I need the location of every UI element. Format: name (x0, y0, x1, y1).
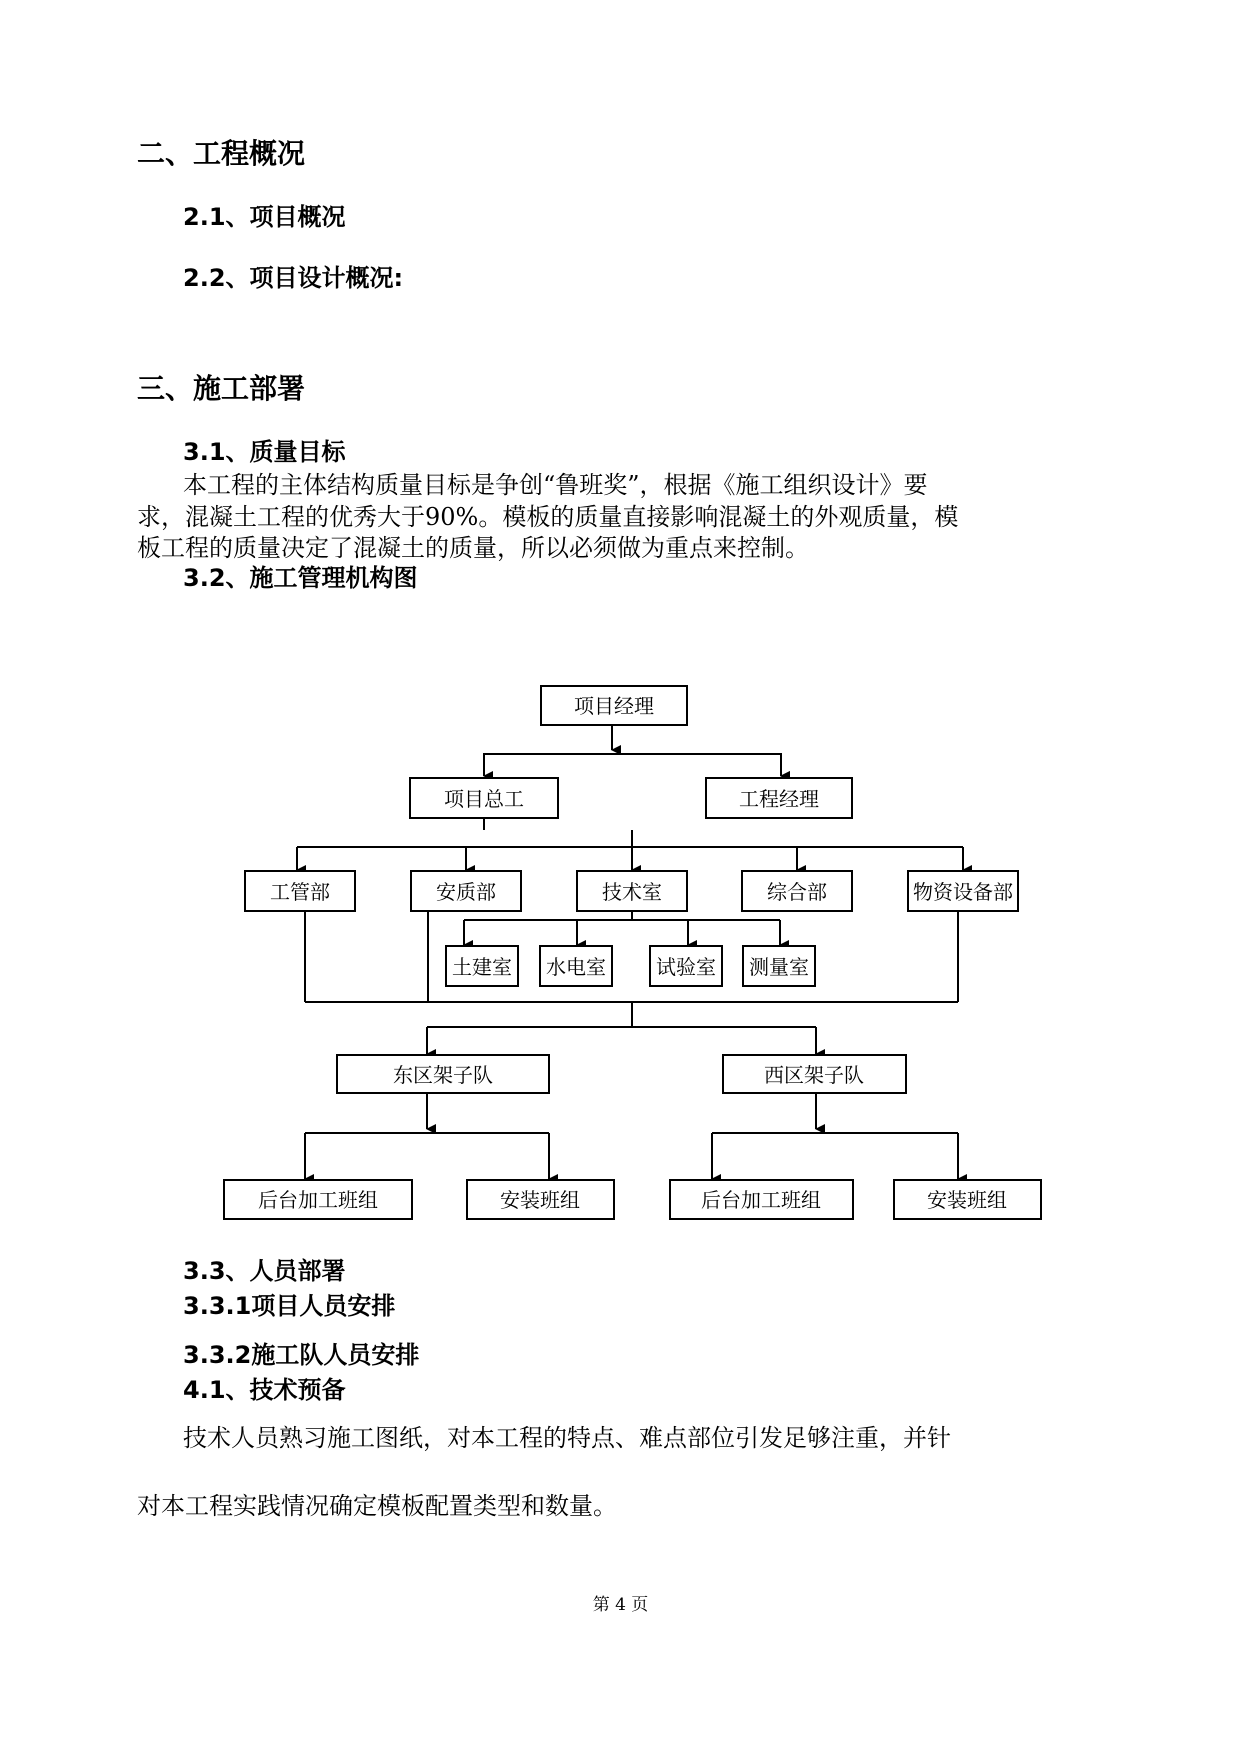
svg-text:西区架子队: 西区架子队 (764, 1063, 864, 1087)
paragraph-line: 对本工程实践情况确定模板配置类型和数量。 (137, 1492, 617, 1520)
svg-text:后台加工班组: 后台加工班组 (258, 1188, 378, 1212)
subheading-2-1: 2.1、项目概况 (183, 203, 346, 231)
org-node-west-install-group (894, 1180, 1041, 1219)
org-node-east-processing-group (224, 1180, 412, 1219)
section-heading-3: 三、施工部署 (137, 372, 306, 405)
org-node-east-team (337, 1055, 549, 1093)
paragraph-line: 求，混凝土工程的优秀大于90%。模板的质量直接影响混凝土的外观质量，模 (137, 503, 959, 531)
svg-text:安质部: 安质部 (436, 880, 496, 904)
svg-text:水电室: 水电室 (546, 955, 606, 979)
svg-text:技术室: 技术室 (602, 880, 662, 904)
svg-text:土建室: 土建室 (452, 955, 512, 979)
org-node-room-lab (650, 946, 722, 986)
paragraph-line: 本工程的主体结构质量目标是争创“鲁班奖”，根据《施工组织设计》要 (183, 471, 928, 499)
subheading-2-2: 2.2、项目设计概况: (183, 264, 404, 292)
org-node-room-survey (743, 946, 815, 986)
subheading-3-3: 3.3、人员部署 (183, 1257, 346, 1285)
svg-text:工管部: 工管部 (270, 880, 330, 904)
page-number: 第 4 页 (592, 1595, 649, 1615)
org-chart-connectors (297, 725, 963, 1179)
subheading-3-3-1: 3.3.1项目人员安排 (183, 1292, 396, 1320)
org-node-project-manager (541, 686, 687, 725)
org-node-dept-materials (908, 871, 1018, 911)
svg-text:测量室: 测量室 (749, 955, 809, 979)
org-node-room-mep (540, 946, 612, 986)
svg-text:安装班组: 安装班组 (500, 1188, 580, 1212)
org-node-east-install-group (467, 1180, 614, 1219)
svg-text:工程经理: 工程经理 (739, 787, 819, 811)
svg-text:后台加工班组: 后台加工班组 (701, 1188, 821, 1212)
svg-text:项目总工: 项目总工 (444, 787, 524, 811)
svg-text:东区架子队: 东区架子队 (393, 1063, 493, 1087)
subheading-3-2: 3.2、施工管理机构图 (183, 564, 418, 592)
org-node-west-team (723, 1055, 906, 1093)
svg-text:物资设备部: 物资设备部 (913, 880, 1013, 904)
org-node-engineering-manager (706, 778, 852, 818)
svg-text:安装班组: 安装班组 (927, 1188, 1007, 1212)
subheading-3-3-2: 3.3.2施工队人员安排 (183, 1341, 420, 1369)
org-node-chief-engineer (410, 778, 558, 818)
svg-text:综合部: 综合部 (767, 880, 827, 904)
org-node-room-civil (446, 946, 518, 986)
subheading-3-1: 3.1、质量目标 (183, 438, 346, 466)
section-heading-2: 二、工程概况 (137, 137, 306, 170)
svg-text:试验室: 试验室 (656, 955, 716, 979)
org-node-dept-anzhi (411, 871, 521, 911)
org-node-dept-gongguan (245, 871, 355, 911)
org-node-dept-tech (577, 871, 687, 911)
org-node-dept-general (742, 871, 852, 911)
paragraph-line: 板工程的质量决定了混凝土的质量，所以必须做为重点来控制。 (137, 534, 809, 562)
svg-text:项目经理: 项目经理 (574, 694, 654, 718)
paragraph-line: 技术人员熟习施工图纸，对本工程的特点、难点部位引发足够注重，并针 (183, 1424, 951, 1452)
org-node-west-processing-group (670, 1180, 853, 1219)
subheading-4-1: 4.1、技术预备 (183, 1376, 346, 1404)
